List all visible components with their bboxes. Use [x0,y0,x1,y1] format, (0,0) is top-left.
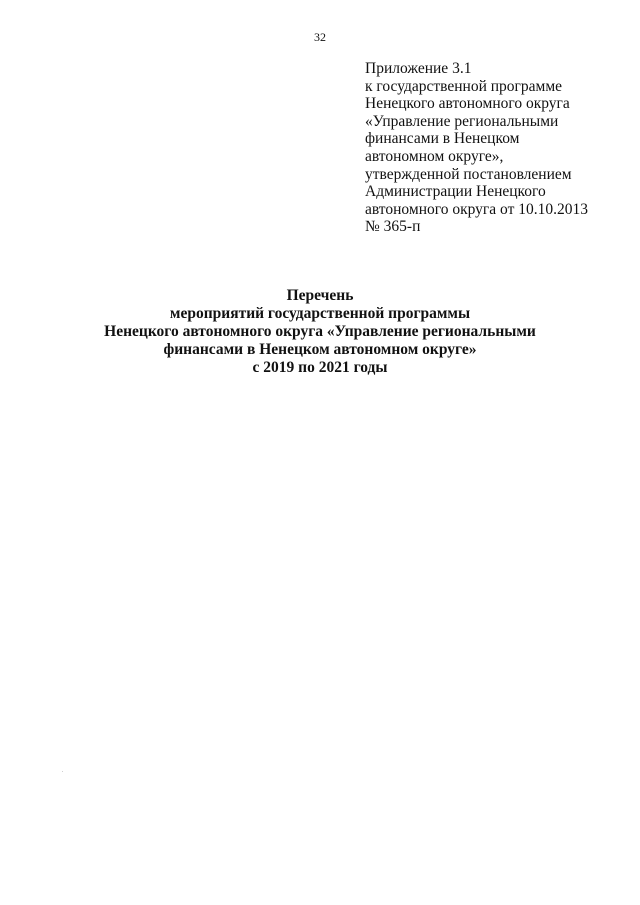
title-line: с 2019 по 2021 годы [252,359,388,376]
appendix-line: Ненецкого автономного округа [365,95,570,113]
page-number: 32 [314,30,326,44]
appendix-line: автономном округе», [365,147,504,165]
appendix-line: к государственной программе [365,77,563,95]
appendix-line: утвержденной постановлением [365,165,572,183]
appendix-line: Администрации Ненецкого [365,183,546,201]
title-line: финансами в Ненецком автономном округе» [163,341,477,358]
appendix-block [365,60,625,236]
document-title [0,287,640,377]
title-line: Перечень [286,287,354,304]
appendix-line: автономного округа от 10.10.2013 [365,200,588,218]
scan-speck [62,771,63,772]
appendix-line: финансами в Ненецком [365,130,520,148]
title-line: Ненецкого автономного округа «Управление региональными [104,323,536,340]
appendix-line: № 365-п [365,218,421,236]
appendix-line: Приложение 3.1 [365,60,472,77]
appendix-line: «Управление региональными [365,112,559,130]
title-line: мероприятий государственной программы [169,305,471,322]
